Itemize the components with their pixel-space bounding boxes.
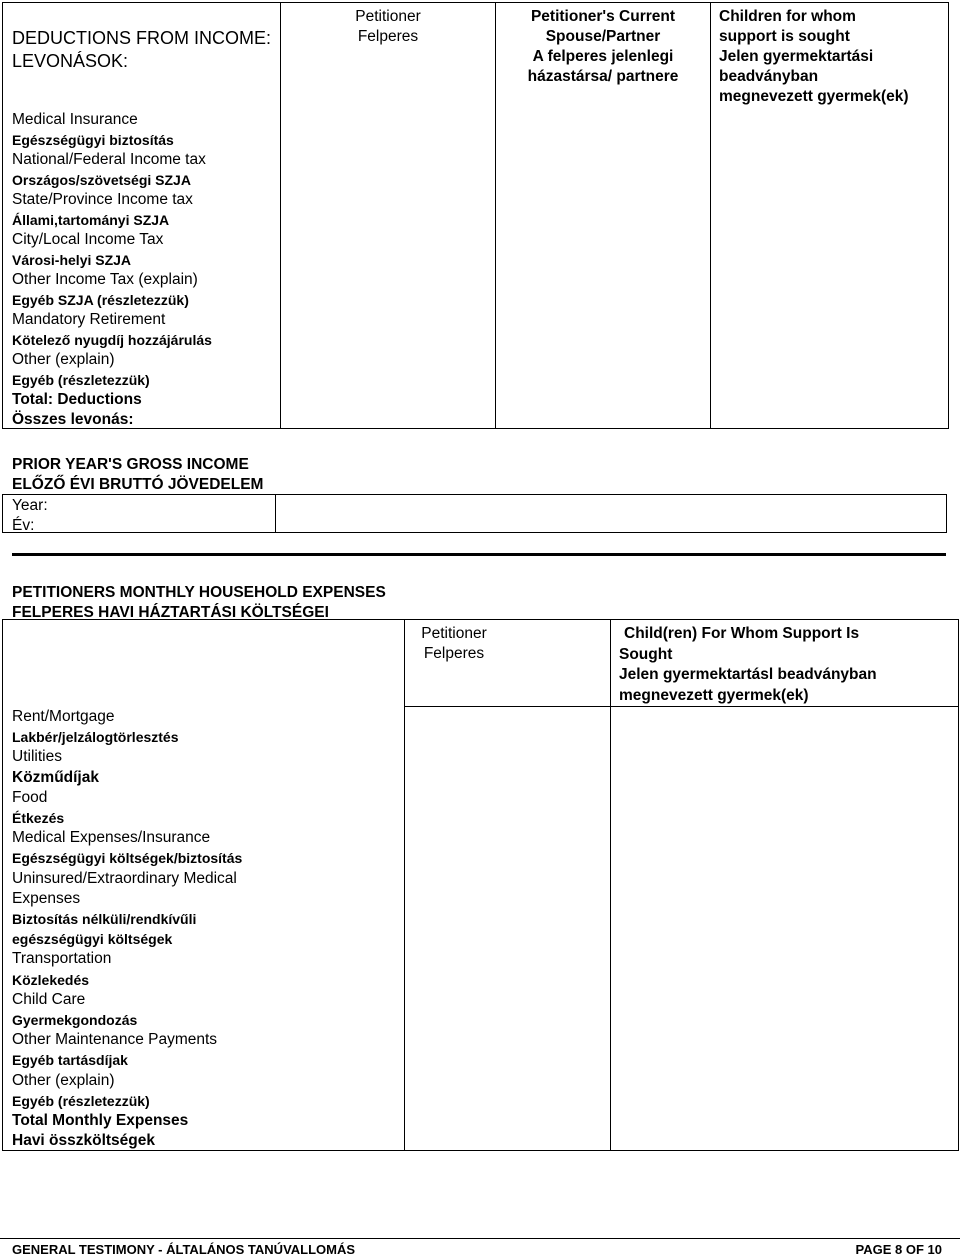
deduction-item-hu: Egészségügyi biztosítás [12, 132, 174, 148]
expenses-items [12, 707, 242, 1151]
expense-item: Rent/Mortgage [12, 708, 115, 725]
prior-year-heading: PRIOR YEAR'S GROSS INCOME ELŐZŐ ÉVI BRUTTÓ JÖVEDELEM [12, 456, 264, 493]
deduction-item: Other (explain) [12, 351, 115, 368]
expense-item-hu: Egészségügyi költségek/biztosítás [12, 850, 243, 867]
expenses-total-label: Total Monthly Expenses [12, 1112, 189, 1130]
expense-item-hu: Egyéb tartásdíjak [12, 1052, 128, 1069]
footer-title: GENERAL TESTIMONY - ÁLTALÁNOS TANÚVALLOMÁS [12, 1242, 356, 1257]
expense-item: Other Maintenance Payments [12, 1031, 218, 1049]
deduction-item-hu: Egyéb SZJA (részletezzük) [12, 292, 189, 308]
expense-item-hu: Gyermekgondozás [12, 1012, 138, 1029]
deductions-total-label: Total: Deductions [12, 391, 142, 408]
deduction-item-hu: Állami,tartományi SZJA [12, 212, 170, 228]
prior-year-input[interactable] [275, 494, 947, 533]
deductions-items [12, 110, 212, 430]
expense-item: Transportation [12, 950, 112, 968]
expense-item: Food [12, 788, 48, 806]
expense-item: Uninsured/Extraordinary Medical [12, 869, 237, 887]
deductions-col-children-header: Children for whom support is sought Jelen gyermektartási beadványban megnevezett gyermek(ek) [719, 8, 909, 105]
expenses-col-petitioner-header: Petitioner Felperes [421, 625, 487, 662]
deductions-col-petitioner-header: Petitioner Felperes [355, 8, 421, 45]
expense-item-hu: Közlekedés [12, 971, 90, 988]
expenses-children-cell[interactable] [610, 706, 959, 1151]
deduction-item-hu: Városi-helyi SZJA [12, 252, 132, 268]
expense-item-hu: Közműdíjak [12, 768, 99, 786]
deduction-item: National/Federal Income tax [12, 151, 206, 168]
deductions-col-spouse-header: Petitioner's Current Spouse/Partner A felperes jelenlegi házastársa/ partnere [527, 8, 679, 85]
expenses-col-children-header: Child(ren) For Whom Support Is Sought Jelen gyermektartásl beadványban megnevezett gyermek(ek) [619, 625, 877, 704]
page-number: PAGE 8 OF 10 [855, 1242, 942, 1257]
expense-item-hu: Biztosítás nélküli/rendkívűli [12, 911, 197, 928]
deductions-heading: DEDUCTIONS FROM INCOME: LEVONÁSOK: [12, 28, 271, 71]
deduction-item: Medical Insurance [12, 111, 138, 128]
expenses-petitioner-cell[interactable] [404, 706, 611, 1151]
prior-year-label: Year: Év: [12, 497, 48, 534]
expense-item-hu: Étkezés [12, 810, 65, 827]
expense-item-hu-cont: egészségügyi költségek [12, 931, 173, 948]
expense-item: Medical Expenses/Insurance [12, 829, 211, 847]
footer-rule [0, 1238, 960, 1239]
expense-item: Child Care [12, 990, 86, 1008]
deduction-item-hu: Egyéb (részletezzük) [12, 372, 150, 388]
section-divider [12, 553, 946, 556]
expense-item-hu: Egyéb (részletezzük) [12, 1092, 150, 1109]
deduction-item: City/Local Income Tax [12, 231, 164, 248]
deduction-item-hu: Kötelező nyugdíj hozzájárulás [12, 332, 212, 348]
deduction-item: Other Income Tax (explain) [12, 271, 198, 288]
expense-item: Utilities [12, 748, 62, 766]
expense-item-hu: Lakbér/jelzálogtörlesztés [12, 729, 179, 746]
expenses-total-label-hu: Havi összköltségek [12, 1132, 156, 1150]
deductions-total-label-hu: Összes levonás: [12, 411, 134, 428]
expense-item-cont: Expenses [12, 889, 81, 907]
deduction-item-hu: Országos/szövetségi SZJA [12, 172, 191, 188]
deduction-item: State/Province Income tax [12, 191, 193, 208]
deduction-item: Mandatory Retirement [12, 311, 166, 328]
deductions-petitioner-cell[interactable] [280, 2, 496, 429]
expense-item: Other (explain) [12, 1071, 115, 1089]
expenses-heading: PETITIONERS MONTHLY HOUSEHOLD EXPENSES FELPERES HAVI HÁZTARTÁSI KÖLTSÉGEI [12, 584, 386, 621]
